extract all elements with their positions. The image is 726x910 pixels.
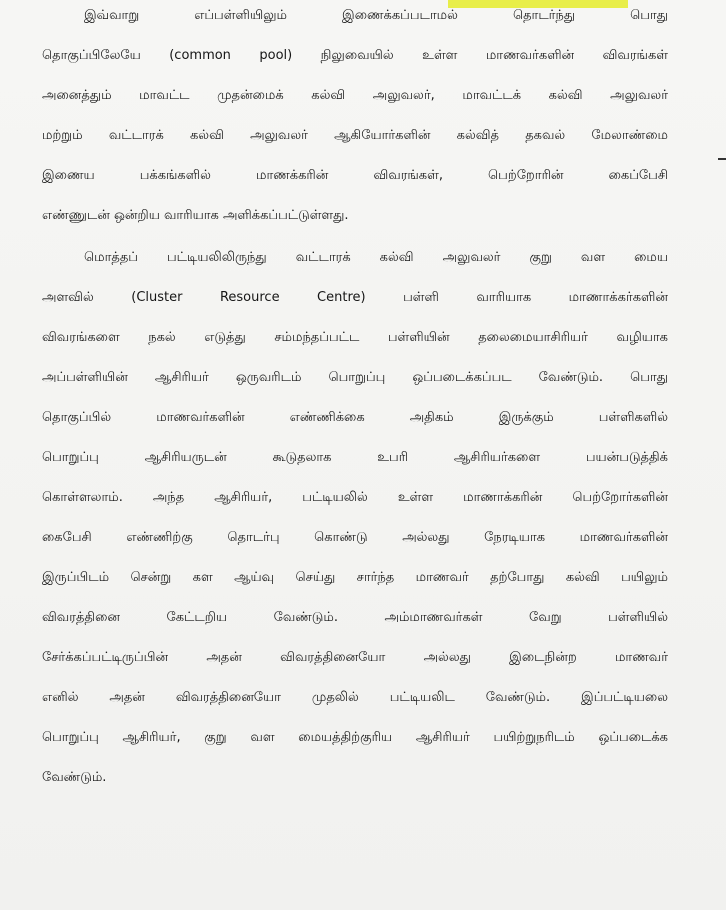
text-line: தொகுப்பிலேயே (common pool) நிலுவையில் உள்ள மாணவர்களின் விவரங்கள் — [42, 48, 668, 63]
text-line: தொகுப்பில் மாணவர்களின் எண்ணிக்கை அதிகம் இருக்கும் பள்ளிகளில் — [42, 410, 668, 425]
text-line: அளவில் (Cluster Resource Centre) பள்ளி வாரியாக மாணாக்கர்களின் — [42, 290, 668, 305]
text-line: எண்ணுடன் ஒன்றிய வாரியாக அளிக்கப்பட்டுள்ளது. — [42, 208, 349, 223]
text-line: சேர்க்கப்பட்டிருப்பின் அதன் விவரத்தினையோ அல்லது இடைநின்ற மாணவர் — [42, 650, 668, 665]
text-line: மொத்தப் பட்டியலிலிருந்து வட்டாரக் கல்வி அலுவலர் குறு வள மைய — [84, 250, 668, 265]
text-line: பொறுப்பு ஆசிரியருடன் கூடுதலாக உபரி ஆசிரியர்களை பயன்படுத்திக் — [42, 450, 668, 465]
text-line: அப்பள்ளியின் ஆசிரியர் ஒருவரிடம் பொறுப்பு ஒப்படைக்கப்பட வேண்டும். பொது — [42, 370, 668, 385]
text-line: கைபேசி எண்ணிற்கு தொடர்பு கொண்டு அல்லது நேரடியாக மாணவர்களின் — [42, 530, 668, 545]
text-line: இணைய பக்கங்களில் மாணக்கரின் விவரங்கள், பெற்றோரின் கைப்பேசி — [42, 168, 668, 183]
text-line: விவரத்தினை கேட்டறிய வேண்டும். அம்மாணவர்கள் வேறு பள்ளியில் — [42, 610, 668, 625]
paragraph-1 — [42, 0, 668, 236]
text-line: விவரங்களை நகல் எடுத்து சம்மந்தப்பட்ட பள்ளியின் தலைமையாசிரியர் வழியாக — [42, 330, 668, 345]
text-line: இவ்வாறு எப்பள்ளியிலும் இணைக்கப்படாமல் தொடர்ந்து பொது — [84, 8, 668, 23]
margin-mark — [718, 158, 726, 160]
text-line: அனைத்தும் மாவட்ட முதன்மைக் கல்வி அலுவலர், மாவட்டக் கல்வி அலுவலர் — [42, 88, 668, 103]
text-line: பொறுப்பு ஆசிரியர், குறு வள மையத்திற்குரிய ஆசிரியர் பயிற்றுநரிடம் ஒப்படைக்க — [42, 730, 668, 745]
paragraph-2 — [42, 238, 668, 798]
text-line: எனில் அதன் விவரத்தினையோ முதலில் பட்டியலிட வேண்டும். இப்பட்டியலை — [42, 690, 668, 705]
text-line: மற்றும் வட்டாரக் கல்வி அலுவலர் ஆகியோர்களின் கல்வித் தகவல் மேலாண்மை — [42, 128, 668, 143]
text-line: கொள்ளலாம். அந்த ஆசிரியர், பட்டியலில் உள்ள மாணாக்கரின் பெற்றோர்களின் — [42, 490, 668, 505]
text-line: வேண்டும். — [42, 770, 107, 785]
text-line: இருப்பிடம் சென்று கள ஆய்வு செய்து சார்ந்த மாணவர் தற்போது கல்வி பயிலும் — [42, 570, 668, 585]
